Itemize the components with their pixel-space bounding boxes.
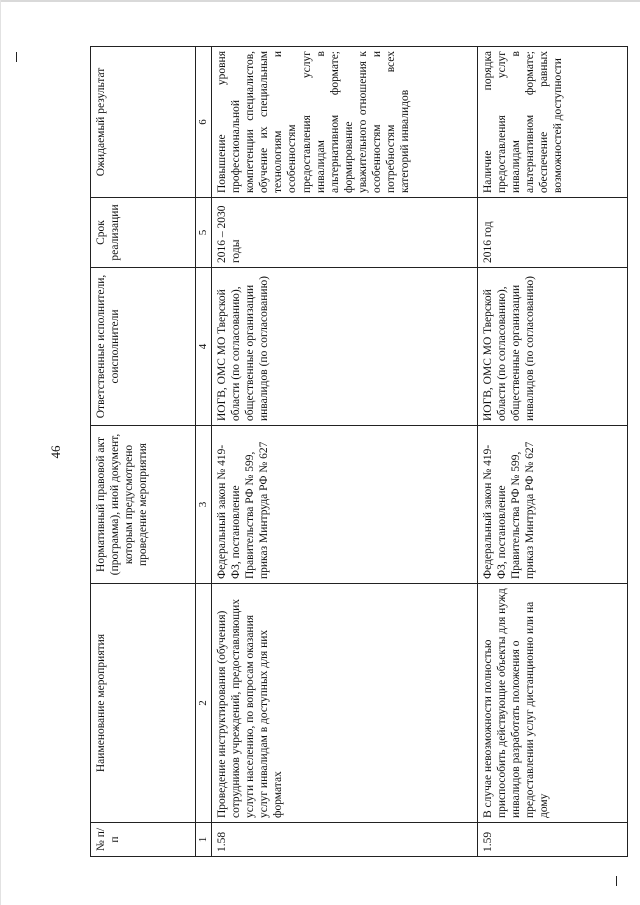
column-number: 6 [196,47,212,198]
margin-tick-mark [616,876,617,886]
scan-edge-top [0,0,640,2]
term: 2016 год [478,198,628,268]
header-measure-name: Наименование мероприятия [91,584,196,823]
header-legal-document: Нормативный правовой акт (программа), иной документ, которым предусмотрено проведение мероприятия [91,426,196,584]
column-number-row [196,47,212,857]
measure-name: В случае невозможности полностью приспособить действующие объекты для нужд инвалидов разработать положения о предоставлении услуг дистанционно или на дому [478,584,628,823]
scan-edge-left [0,0,1,905]
expected-result: Повышение уровня профессиональной компетенции специалистов, обучение их специальным технологиям и особенностям предоставления услуг инвалидам в альтернативном формате; формирование уважительного отношения к особенностям и потребностям всех категорий инвалидов [212,47,478,198]
header-number: № п/п [91,823,196,857]
term: 2016 – 2030 годы [212,198,478,268]
measure-name: Проведение инструктирования (обучения) сотрудников учреждений, предоставляющих услуги населению, по вопросам оказания услуг инвалидам в доступных для них форматах [212,584,478,823]
row-number: 1.58 [212,823,478,857]
column-number: 3 [196,426,212,584]
column-number: 1 [196,823,212,857]
header-executors: Ответственные исполнители, соисполнители [91,268,196,426]
measures-table [90,46,628,857]
table-row [478,47,628,857]
executors: ИОГВ, ОМС МО Тверской области (по согласованию), общественные организации инвалидов (по согласованию) [212,268,478,426]
header-term: Срок реализации [91,198,196,268]
legal-document: Федеральный закон № 419-ФЗ, постановление Правительства РФ № 599, приказ Минтруда РФ № 627 [212,426,478,584]
legal-document: Федеральный закон № 419-ФЗ, постановление Правительства РФ № 599, приказ Минтруда РФ № 627 [478,426,628,584]
margin-tick-mark [16,52,17,62]
executors: ИОГВ, ОМС МО Тверской области (по согласованию), общественные организации инвалидов (по согласованию) [478,268,628,426]
rotated-table-container [90,47,628,857]
page-number: 46 [48,445,63,459]
header-expected-result: Ожидаемый результат [91,47,196,198]
column-number: 4 [196,268,212,426]
row-number: 1.59 [478,823,628,857]
table-row [212,47,478,857]
column-number: 2 [196,584,212,823]
column-number: 5 [196,198,212,268]
table-header-row [91,47,196,857]
expected-result: Наличие порядка предоставления услуг инвалидам в альтернативном формате; обеспечение равных возможностей доступности [478,47,628,198]
